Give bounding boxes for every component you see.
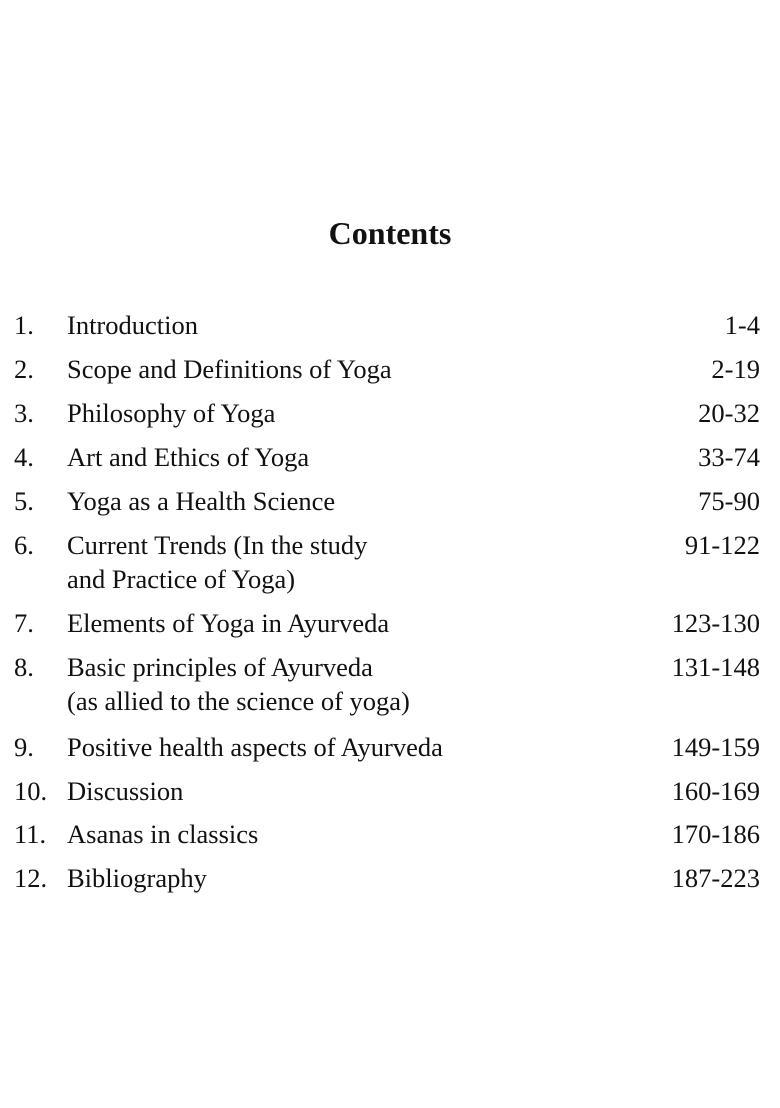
- entry-number: 2.: [14, 354, 34, 384]
- entry-number: 4.: [14, 442, 34, 472]
- entry-pages: 149-159: [671, 732, 760, 762]
- entry-title: Current Trends (In the study: [67, 530, 368, 560]
- entry-title: Philosophy of Yoga: [67, 398, 276, 428]
- entry-number: 12.: [14, 863, 48, 893]
- entry-title: Art and Ethics of Yoga: [67, 442, 310, 472]
- entry-title: (as allied to the science of yoga): [67, 686, 410, 716]
- entry-title: Discussion: [67, 776, 184, 806]
- entry-number: 5.: [14, 486, 34, 516]
- entry-pages: 131-148: [671, 652, 760, 682]
- entry-title: Introduction: [67, 310, 198, 340]
- entry-pages: 91-122: [684, 530, 760, 560]
- entry-pages: 20-32: [698, 398, 760, 428]
- entry-number: 8.: [14, 652, 34, 682]
- entry-number: 3.: [14, 398, 34, 428]
- entry-number: 11.: [14, 819, 47, 849]
- entry-pages: 123-130: [671, 608, 760, 638]
- entry-title: Positive health aspects of Ayurveda: [67, 732, 443, 762]
- entry-pages: 33-74: [698, 442, 760, 472]
- entry-pages: 2-19: [711, 354, 760, 384]
- entry-title: Scope and Definitions of Yoga: [67, 354, 392, 384]
- entry-pages: 160-169: [671, 776, 760, 806]
- entry-pages: 1-4: [724, 310, 760, 340]
- entry-number: 10.: [14, 776, 48, 806]
- entry-pages: 187-223: [671, 863, 760, 893]
- entry-number: 6.: [14, 530, 34, 560]
- entry-number: 1.: [14, 310, 34, 340]
- entry-pages: 75-90: [698, 486, 760, 516]
- entry-number: 7.: [14, 608, 34, 638]
- entry-title: Yoga as a Health Science: [67, 486, 336, 516]
- entry-pages: 170-186: [671, 819, 760, 849]
- entry-title: Asanas in classics: [67, 819, 259, 849]
- entry-title: and Practice of Yoga): [67, 564, 296, 594]
- entry-title: Basic principles of Ayurveda: [67, 652, 373, 682]
- entry-title: Bibliography: [67, 863, 207, 893]
- page-title: Contents: [328, 215, 452, 251]
- entry-title: Elements of Yoga in Ayurveda: [67, 608, 390, 638]
- entry-number: 9.: [14, 732, 34, 762]
